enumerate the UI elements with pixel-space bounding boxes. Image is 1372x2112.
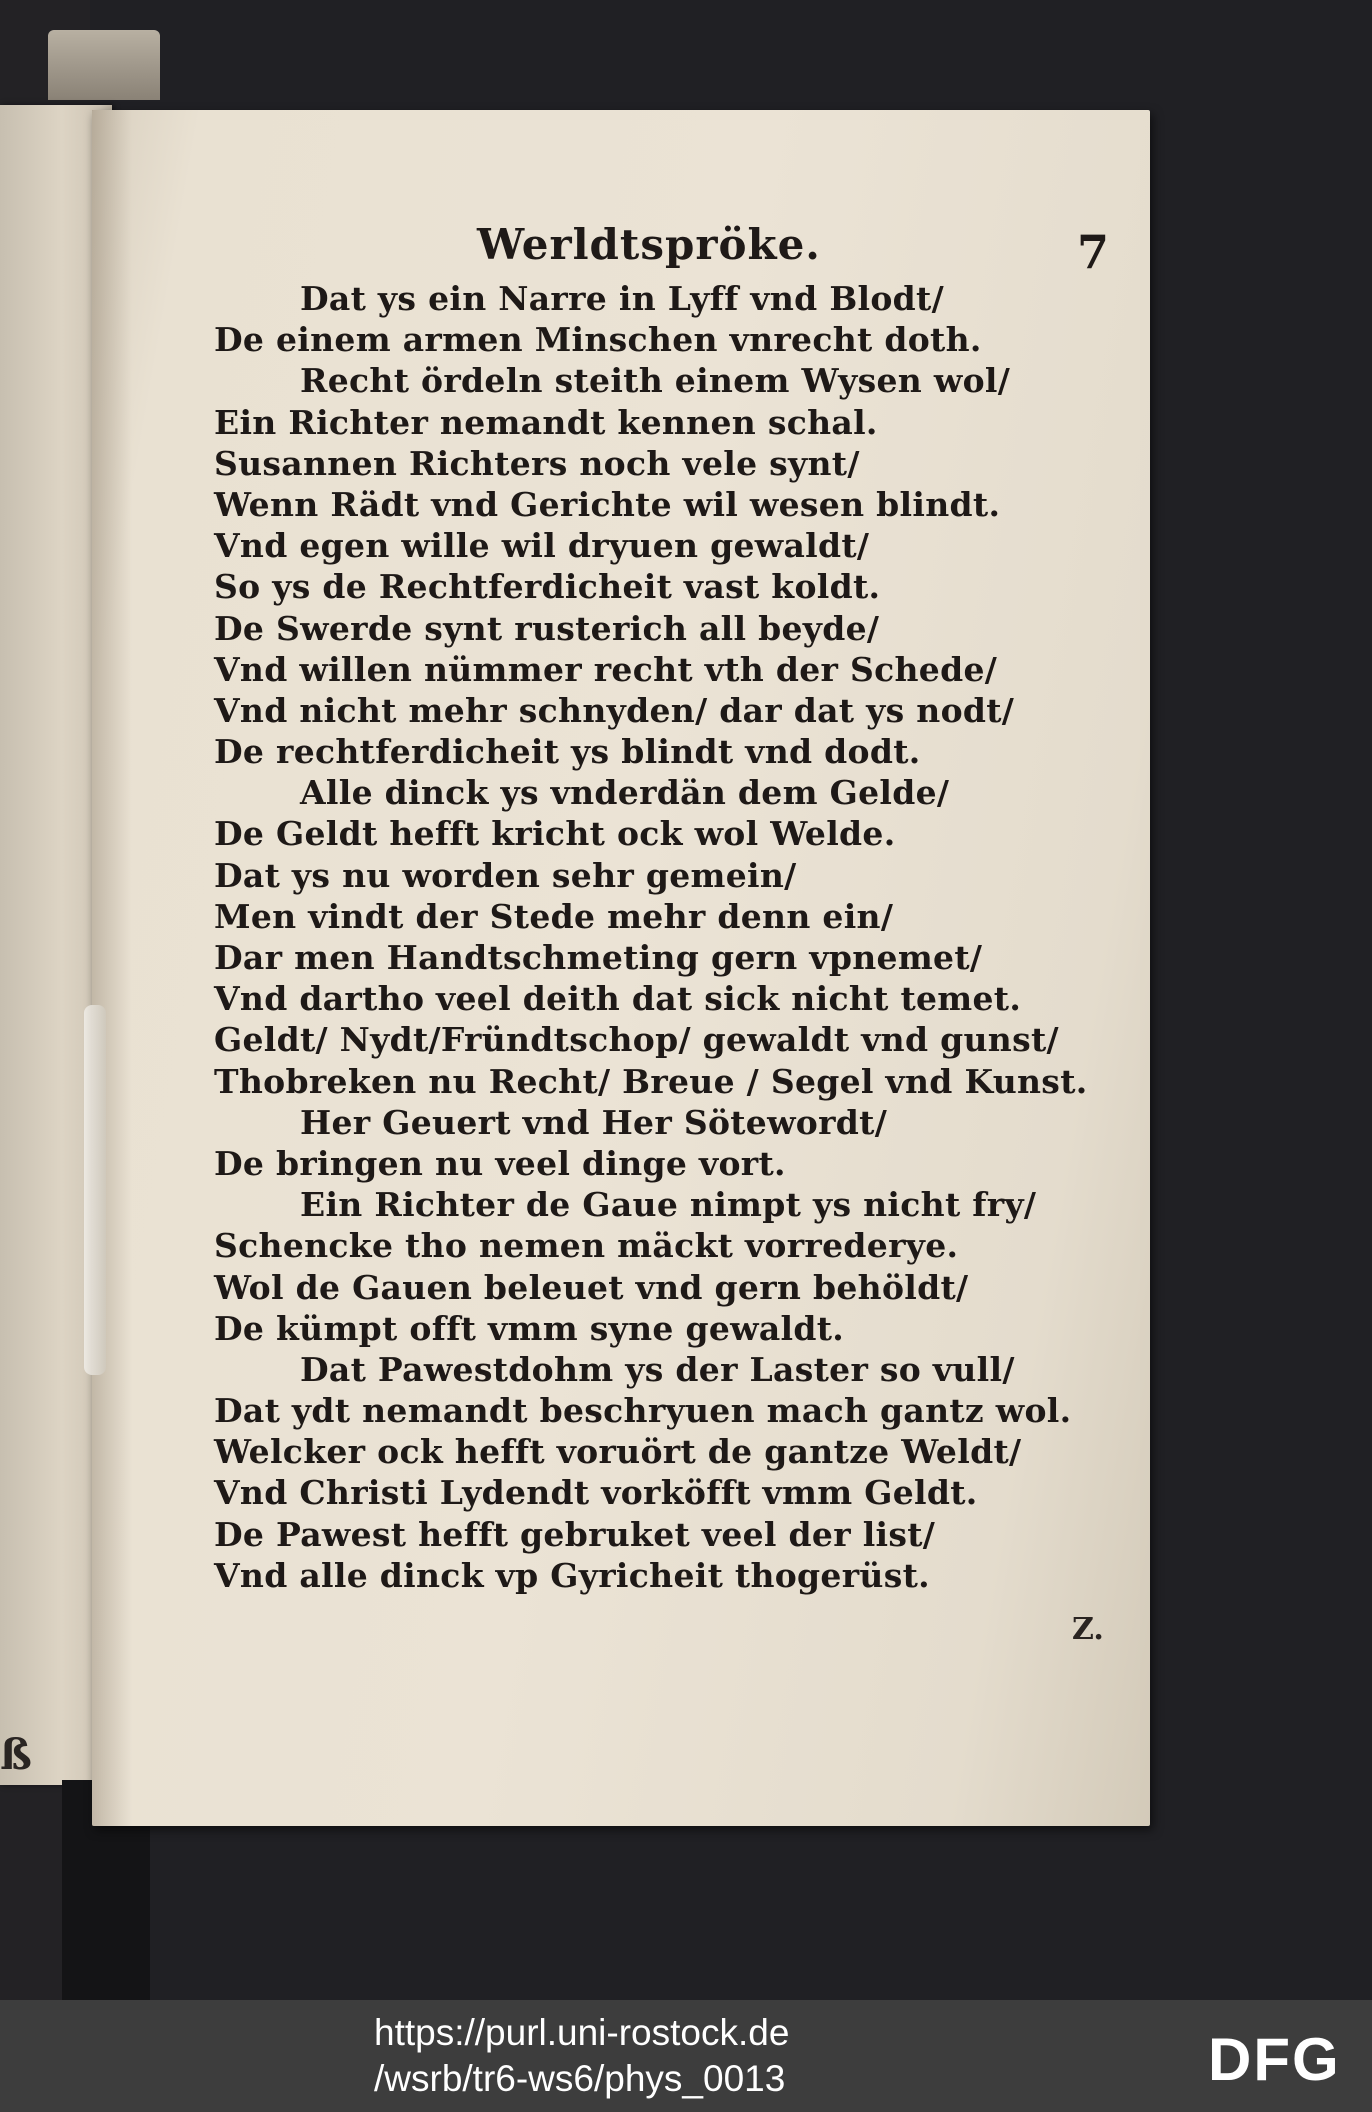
left-page-fragment: ß [0,1730,32,1779]
permalink[interactable] [374,2010,894,2102]
text-line: Geldt/ Nydt/Fründtschop/ gewaldt vnd gunst/ [214,1020,1059,1060]
text-line: Ein Richter nemandt kennen schal. [214,402,878,442]
gutter-shadow [92,110,132,1826]
footer-bar [0,2000,1372,2112]
text-line: Vnd willen nümmer recht vth der Schede/ [214,649,998,689]
text-line: Her Geuert vnd Her Sötewordt/ [300,1102,888,1142]
text-line: Vnd nicht mehr schnyden/ dar dat ys nodt/ [214,690,1015,730]
text-line: Susannen Richters noch vele synt/ [214,443,860,483]
dfg-logo: DFG [1208,2026,1341,2093]
book-page [92,110,1150,1826]
text-line: De kümpt offt vmm syne gewaldt. [214,1308,845,1348]
text-line: Wenn Rädt vnd Gerichte wil wesen blindt. [214,484,1001,524]
text-line: Dar men Handtschmeting gern vpnemet/ [214,938,983,977]
permalink-line-1: https://purl.uni-rostock.de [374,2012,790,2053]
text-line: Wol de Gauen beleuet vnd gern behöldt/ [214,1267,969,1307]
binding-thread [84,1005,106,1375]
text-line: Vnd alle dinck vp Gyricheit thogerüst. [214,1555,930,1595]
text-line: Vnd egen wille wil dryuen gewaldt/ [214,526,870,566]
text-line: Thobreken nu Recht/ Breue / Segel vnd Kunst. [214,1061,1088,1101]
text-line: Welcker ock hefft voruört de gantze Weldt/ [214,1432,1022,1472]
text-line: De Pawest hefft gebruket veel der list/ [214,1514,936,1554]
text-line: Schencke tho nemen mäckt vorrederye. [214,1226,959,1266]
text-line: Vnd Christi Lydendt vorköfft vmm Geldt. [214,1473,978,1513]
text-line: Vnd dartho veel deith dat sick nicht temet. [214,979,1022,1019]
text-line: De einem armen Minschen vnrecht doth. [214,320,982,360]
permalink-line-2: /wsrb/tr6-ws6/phys_0013 [374,2058,786,2099]
running-head: Werldtspröke. [477,220,821,269]
text-line: Ein Richter de Gaue nimpt ys nicht fry/ [300,1185,1037,1225]
text-line: Recht ördeln steith einem Wysen wol/ [300,361,1011,401]
text-line: De Geldt hefft kricht ock wol Welde. [214,814,896,854]
text-line: De Swerde synt rusterich all beyde/ [214,608,880,648]
text-line: Dat ys ein Narre in Lyff vnd Blodt/ [300,279,944,318]
catchword: Z. [1072,1612,1104,1647]
text-line: Dat Pawestdohm ys der Laster so vull/ [300,1349,1015,1389]
poem-text [214,278,1144,1596]
text-line: Alle dinck ys vnderdän dem Gelde/ [300,773,950,813]
text-line: De bringen nu veel dinge vort. [214,1143,786,1183]
text-line: So ys de Rechtferdicheit vast koldt. [214,567,881,607]
book-spine-top [48,30,160,100]
text-line: De rechtferdicheit ys blindt vnd dodt. [214,732,921,772]
text-line: Dat ydt nemandt beschryuen mach gantz wol. [214,1391,1072,1431]
page-number: 7 [1077,225,1110,279]
text-line: Men vindt der Stede mehr denn ein/ [214,896,894,936]
text-line: Dat ys nu worden sehr gemein/ [214,855,797,895]
